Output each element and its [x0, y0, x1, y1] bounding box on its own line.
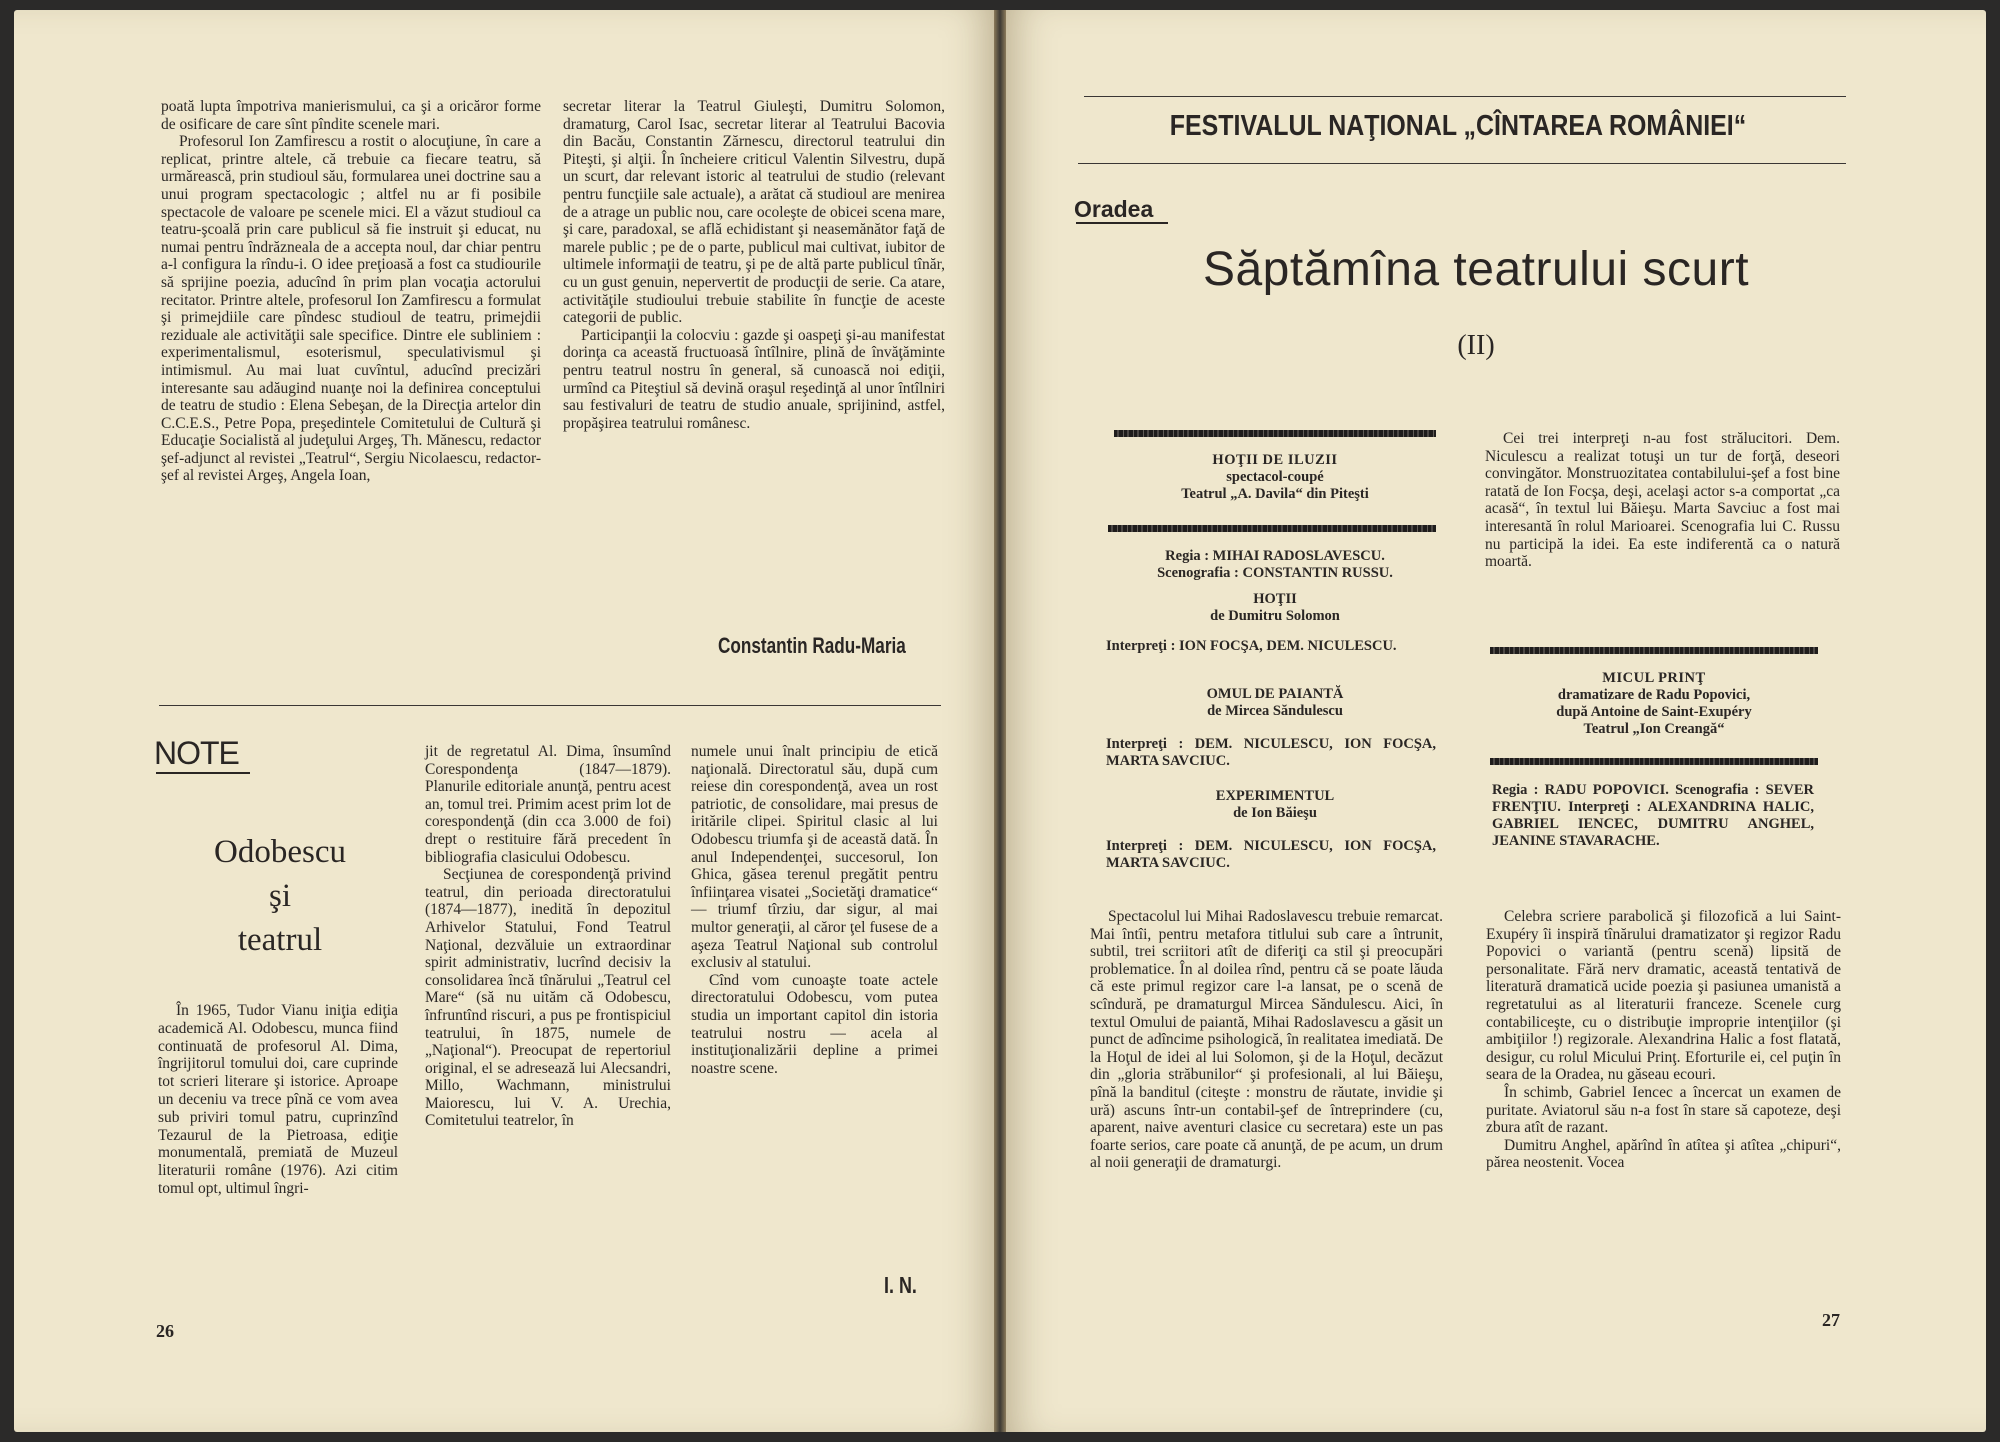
article-part: (II)	[1457, 330, 1495, 361]
review-1-continued	[1485, 430, 1840, 571]
header-rule-bottom	[1078, 163, 1846, 164]
top-column-1	[161, 98, 541, 485]
magazine-spread	[14, 10, 1986, 1432]
show-subtitle: după Antoine de Saint-Exupéry	[1556, 704, 1752, 720]
city-underline	[1076, 222, 1168, 224]
top-column-2	[563, 98, 945, 432]
show-theatre: Teatrul „A. Davila“ din Piteşti	[1181, 486, 1369, 502]
paragraph: În 1965, Tudor Vianu iniţia ediţia academică Al. Odobescu, munca fiind continuată de profesorul Al. Dima, îngrijitorul tomului doi, care cuprinde tot scrieri literare şi istorice. Aproape un deceniu va trece pînă ce vom avea sub priviri tomul patru, cuprinzînd Tezaurul de la Pietroasa, ediţie monumentală, premiată de Muzeul literaturii române (1976). Azi citim tomul opt, ultimul îngri-	[158, 1002, 398, 1197]
credits-line: Scenografia : CONSTANTIN RUSSU.	[1157, 565, 1393, 581]
article-title: Săptămîna teatrului scurt	[1202, 243, 1750, 296]
play-title: EXPERIMENTUL	[1215, 788, 1335, 804]
show-theatre: Teatrul „Ion Creangă“	[1583, 721, 1725, 737]
decorative-bar	[1490, 647, 1818, 654]
paragraph: În schimb, Gabriel Iencec a încercat un examen de puritate. Aviatorul său n-a fost în stare să capoteze, deşi zbura atît de razant.	[1486, 1083, 1841, 1137]
review-1	[1090, 908, 1443, 1172]
paragraph: Dumitru Anghel, apărînd în atîtea şi atîtea „chipuri“, părea neostenit. Vocea	[1486, 1136, 1841, 1172]
show-title: MICUL PRINŢ	[1602, 670, 1706, 686]
signature-top: Constantin Radu-Maria	[718, 633, 906, 658]
paragraph: Spectacolul lui Mihai Radoslavescu trebuie remarcat. Mai întîi, pentru metafora titlului sub care a întrunit, subtil, trei scriitori atît de diferiţi ca stil şi preocupări problematice. În al doilea rînd, pentru că se poate lăuda că este primul regizor care l-a lansat, pe o scenă de scîndură, pe dramaturgul Mircea Săndulescu. Aici, în textul Omului de paiantă, Mihai Radoslavescu a găsit un punct de adîncime psihologică, în realitatea imediată. De la Hoţul de idei al lui Solomon, şi de la Hoţul, decăzut din „gloria străbunilor“ şi profesionali, al lui Băieşu, pînă la banditul (citeşte : monstru de răutate, invidie şi ură) ascuns într-un contabil-şef de întreprindere (cu, aparent, naive aventuri clasice cu secretara) este un pas foarte serios, care poate că anunţă, de pe acum, un drum al noii generaţii de dramaturgi.	[1090, 908, 1443, 1172]
section-label: NOTE	[154, 735, 239, 771]
festival-header: FESTIVALUL NAŢIONAL „CÎNTAREA ROMÂNIEI“	[1169, 110, 1747, 142]
play-cast: Interpreţi : ION FOCŞA, DEM. NICULESCU.	[1106, 638, 1397, 654]
left-page	[14, 10, 994, 1432]
decorative-bar	[1490, 758, 1818, 765]
signature-notes: I. N.	[884, 1272, 917, 1298]
article-title	[190, 830, 370, 962]
show-subtitle: spectacol-coupé	[1226, 469, 1324, 485]
credits-line: Regia : MIHAI RADOSLAVESCU.	[1165, 548, 1385, 564]
play-author: de Ion Băieşu	[1233, 805, 1317, 821]
show-subtitle: dramatizare de Radu Popovici,	[1557, 687, 1751, 703]
section-label-underline	[156, 772, 250, 774]
paragraph: Cei trei interpreţi n-au fost strălucitori. Dem. Niculescu a realizat totuşi un tur de forţă, deseori convingător. Monstruozitatea contabilului-şef a fost bine ratată de Ion Focşa, deşi, acelaşi actor s-a comportat „ca acasă“, în textul lui Băieşu. Marta Savciuc a fost mai interesantă în rolul Marioarei. Scenografia lui C. Russu nu participă la idei. Ea este indiferentă ca o natură moartă.	[1485, 430, 1840, 571]
show-title: HOŢII DE ILUZII	[1212, 452, 1338, 468]
decorative-bar	[1114, 430, 1436, 437]
credits-block: Regia : RADU POPOVICI. Scenografia : SEVER FRENŢIU. Interpreţi : ALEXANDRINA HALIC, GABRIEL IENCEC, DUMITRU ANGHEL, JEANINE STAVARACHE.	[1492, 782, 1814, 849]
notes-column-3	[691, 743, 938, 1077]
paragraph: Participanţii la colocviu : gazde şi oaspeţi şi-au manifestat dorinţa ca această fructuoasă întîlnire, plină de învăţăminte pentru teatrul nostru în general, să cunoască noi ediţii, urmînd ca Piteştiul să devină oraşul reşedinţă al unor întîlniri sau festivaluri de teatru de studio anuale, sprijinind, astfel, propăşirea teatrului românesc.	[563, 326, 945, 432]
paragraph: Secţiunea de corespondenţă privind teatrul, din perioada directoratului (1874—1877), inedită în depozitul Arhivelor Statului, Fond Teatrul Naţional, dezvăluie un extraordinar spirit administrativ, lucrînd decisiv la consolidarea încă tînărului „Teatrul cel Mare“ (să nu uităm că Odobescu, înfruntînd riscuri, a pus pe frontispiciul teatrului, în 1875, numele de „Naţional“). Preocupat de repertoriul original, el se adresează lui Alecsandri, Millo, Wachmann, ministrului Maiorescu, lui V. A. Urechia, Comitetului teatrelor, în	[425, 866, 671, 1130]
paragraph: Profesorul Ion Zamfirescu a rostit o alocuţiune, în care a replicat, printre altele, că trebuie ca fiecare teatru, să urmărească, prin studioul său, formularea unei doctrine sau a unui program spectacologic ; altfel nu ar fi posibile spectacole de valoare pe scenele mici. El a văzut studioul ca teatru-şcoală prin care publicul să fie instruit şi educat, nu numai pentru îndrăzneala de a accepta noul, dar chiar pentru a-l configura la rîndu-i. O idee preţioasă a fost ca studiourile să sprijine poezia, aducînd în prim plan vocaţia actorului recitator. Printre altele, profesorul Ion Zamfirescu a formulat şi primejdiile care pîndesc studioul de teatru, primejdii reziduale ale activităţii sale specifice. Dintre ele subliniem : experimentalismul, esoterismul, speculativismul şi intimismul. Au mai luat cuvîntul, aducînd precizări interesante sau adăugind nuanţe noi la definirea conceptului de teatru de studio : Elena Sebeşan, de la Direcţia artelor din C.C.E.S., Petre Popa, preşedintele Comitetului de Cultură şi Educaţie Socialistă al judeţului Argeş, Th. Mănescu, redactor şef-adjunct al revistei „Teatrul“, Sergiu Nicolaescu, redactor-şef al revistei Argeş, Angela Ioan,	[161, 133, 541, 485]
review-2	[1486, 908, 1841, 1172]
play-author: de Dumitru Solomon	[1210, 608, 1340, 624]
play-title: OMUL DE PAIANTĂ	[1206, 686, 1344, 702]
notes-column-1	[158, 1002, 398, 1198]
play-cast: Interpreţi : DEM. NICULESCU, ION FOCŞA, MARTA SAVCIUC.	[1106, 838, 1436, 871]
title-line: teatrul	[237, 922, 323, 958]
city-label: Oradea	[1074, 196, 1154, 222]
paragraph: jit de regretatul Al. Dima, însumînd Corespondenţa (1847—1879). Planurile editoriale anunţă, pentru acest an, tomul trei. Primim acest prim lot de corespondenţă (din cca 3.000 de foi) drept o restituire fără precedent în bibliografia clasicului Odobescu.	[425, 743, 671, 866]
title-line: şi	[268, 878, 291, 914]
title-line: Odobescu	[214, 834, 346, 870]
paragraph: numele unui înalt principiu de etică naţională. Directoratul său, după cum reiese din corespondenţă, avea un rost patriotic, de consolidare, mai presus de iritările clipei. Spiritul clasic al lui Odobescu triumfa şi de această dată. În anul Independenţei, succesorul, Ion Ghica, găsea terenul pregătit pentru înfiinţarea visatei „Societăţi dramatice“ — triumf tîrziu, dar sigur, al mai multor generaţii, al căror ţel fusese de a aşeza Teatrul Naţional sub controlul exclusiv al statului.	[691, 743, 938, 972]
paragraph: Cînd vom cunoaşte toate actele directoratului Odobescu, vom putea studia un important capitol din istoria teatrului nostru — acela al instituţionalizării depline a primei noastre scene.	[691, 971, 938, 1077]
book-gutter	[994, 10, 1006, 1432]
page-number: 27	[1822, 1310, 1840, 1330]
page-number: 26	[156, 1321, 174, 1341]
play-author: de Mircea Săndulescu	[1207, 703, 1343, 719]
paragraph: poată lupta împotriva manierismului, ca şi a oricăror forme de osificare de care sînt pîndite scenele mari.	[161, 98, 541, 133]
section-divider	[159, 705, 941, 706]
play-title: HOŢII	[1253, 591, 1297, 607]
paragraph: secretar literar la Teatrul Giuleşti, Dumitru Solomon, dramaturg, Carol Isac, secretar literar al Teatrului Bacovia din Bacău, Constantin Zărnescu, directorul teatrului din Piteşti, şi alţii. În încheiere criticul Valentin Silvestru, după un scurt, dar relevant istoric al teatrului de studio (relevant pentru funcţiile sale actuale), a arătat că studioul are menirea de a atrage un public nou, care ocoleşte de obicei scena mare, şi care, paradoxal, se află echidistant şi neasemănător faţă de marele public ; pe de o parte, publicul mai cultivat, iubitor de ultimele informaţii de teatru, şi pe de altă parte publicul tînăr, cu un gust genuin, nepervertit de producţii de serie. Ca atare, activităţile studioului trebuie stabilite în funcţie de aceste categorii de public.	[563, 98, 945, 327]
notes-column-2	[425, 743, 671, 1130]
paragraph: Celebra scriere parabolică şi filozofică a lui Saint-Exupéry îi inspiră tînărului dramatizator şi regizor Radu Popovici o variantă (pentru scenă) lipsită de personalitate. Fără nerv dramatic, această tentativă de literatură dramatică ucide poezia şi pasiunea umanistă a regretatului as al literaturii franceze. Scenele curg contabiliceşte, cu o distribuţie improprie intenţiilor (şi ambiţiilor !) regizorale. Alexandrina Halic a fost flatată, desigur, cu rolul Micului Prinţ. Eforturile ei, cel puţin în seara de la Oradea, nu găseau ecouri.	[1486, 908, 1841, 1084]
play-cast: Interpreţi : DEM. NICULESCU, ION FOCŞA, MARTA SAVCIUC.	[1106, 736, 1436, 769]
header-rule-top	[1084, 96, 1846, 97]
right-page	[1006, 10, 1986, 1432]
decorative-bar	[1108, 525, 1436, 532]
